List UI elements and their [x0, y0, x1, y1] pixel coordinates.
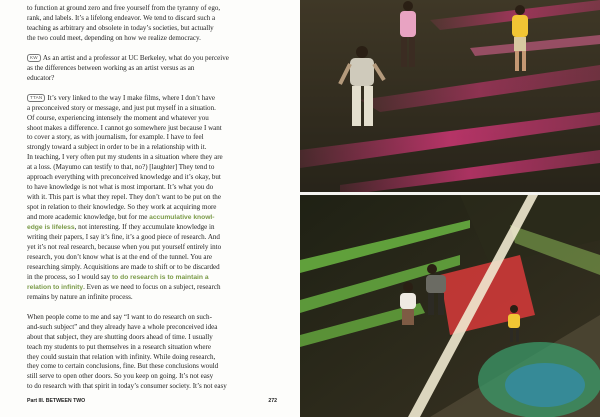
photo-divider [300, 192, 600, 195]
right-page-photographs [300, 0, 600, 417]
paragraph-intro: to function at ground zero and free yourself from the tyranny of ego, rank, and labels. It’s a lifelong endeavor. We tend to discard such a teaching as arbitrary and obsolete in today’s societies, but actually the two could meet, depending on how we realize democracy. [27, 4, 221, 42]
paragraph-closing: When people come to me and say “I want to do research on such- and-such subject” and they already have a whole preconceived idea about that subject, they are shutting doors ahead of time. I usually teach my students to put themselves in a research situation where they could sustain that relation with infinity. While doing research, they come to certain conclusions, fine. But these conclusions would still serve to open other doors. So you keep on going. It’s not easy to do research with that spirit in today’s consumer society. It’s not easy [27, 312, 227, 391]
highlight-research-infinity: to do research is to maintain a [111, 273, 209, 281]
page-number: 272 [268, 398, 277, 404]
page-footer [27, 398, 277, 404]
highlight-accumulative-knowledge: accumulative knowl- [149, 214, 215, 222]
highlight-lifeless: edge is lifeless [27, 224, 75, 232]
speaker-tag-ttan: TTAN [27, 94, 45, 102]
highlight-relation-infinity: relation to infinity [27, 283, 84, 291]
paragraph-question: KW As an artist and a professor at UC Berkeley, what do you perceive as the differences between working as an artist versus as an educator? [27, 53, 229, 82]
speaker-tag-kw: KW [27, 54, 41, 62]
footer-section-title: Part III. BETWEEN TWO [27, 398, 86, 404]
paragraph-answer: TTAN It’s very linked to the way I make films, where I don’t have a preconceived story or message, and just put myself in a situation. Of course, experiencing intensely the moment and whatever you shoot makes a difference. I cannot go somewhere just because I want to cover a story, as with journalism, for example. I have to feel strongly toward a subject in order to be in a relationship with it. In teaching, I very often put my students in a situation where they are at a loss. (Mayumo can testify to that, no?) [laughter] They tend to approach everything with preconceived knowledge and it’s okay, but to have knowledge is not what is most important. It’s what you do with it. This part is what they repel. They don’t want to be put on the spot in relation to their knowledge. So they work at acquiring more and more academic knowledge, but for me accumulative knowl- edge is lifeless, not interesting. If they accumulate knowledge in writing their papers, I say it’s fine, it’s a good piece of research. And yet it’s not real research, because when you put yourself entirely into research, you don’t know what is at the end of the tunnel. You are researching simply. Acquisitions are made to shift or to be discarded in the process, so I would say to do research is to maintain a relation to infinity. Even as we need to focus on a subject, research remains by nature an infinite process. [27, 93, 223, 301]
photo-top-magenta-light [300, 0, 600, 193]
body-text [27, 4, 277, 392]
photo-bottom-green-light [300, 195, 600, 417]
